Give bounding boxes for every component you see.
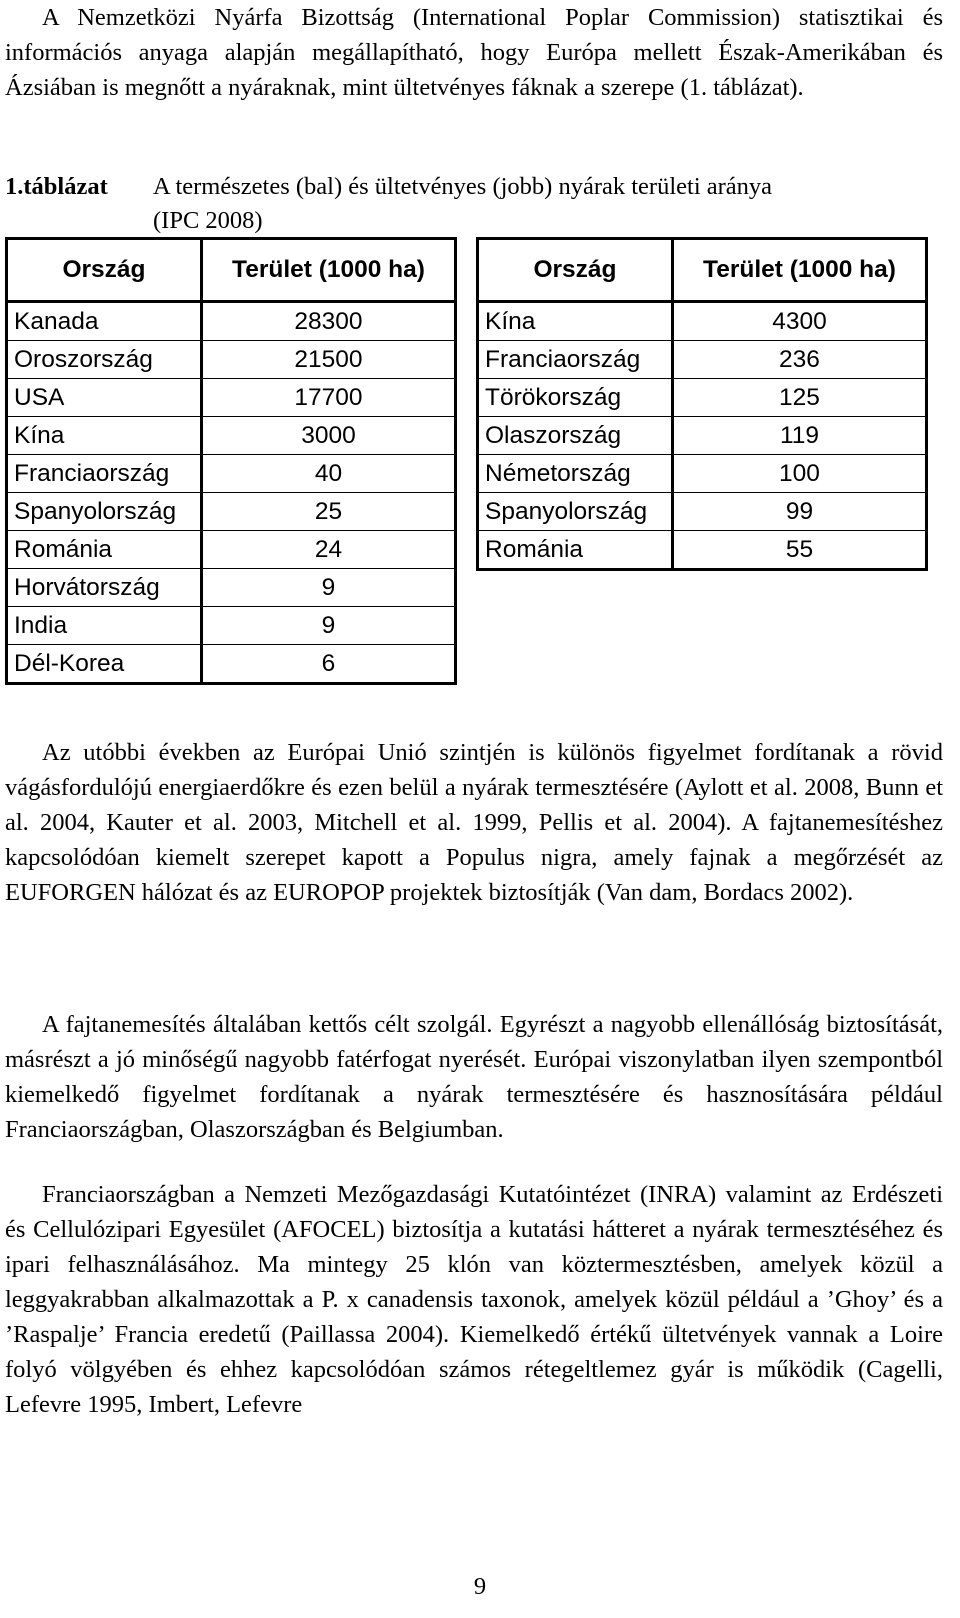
area-cell: 21500 [202,341,456,379]
country-cell: India [7,607,202,645]
paragraph-eu-energy-forests: Az utóbbi években az Európai Unió szintjén is különös figyelmet fordítanak a rövid vágásfordulójú energiaerdőkre és ezen belül a nyárak termesztésére (Aylott et al. 2008, Bunn et al. 2004, Kauter et al. 2003, Mitchell et al. 1999, Pellis et al. 2004). A fajtanemesítéshez kapcsolódóan kiemelt szerepet kapott a Populus nigra, amely fajnak a megőrzését az EUFORGEN hálózat és az EUROPOP projektek biztosítják (Van dam, Bordacs 2002). [5,739,943,906]
area-cell: 17700 [202,379,456,417]
table-row [7,341,456,379]
table-row [7,417,456,455]
table-row [478,531,927,570]
country-cell: Kína [7,417,202,455]
column-header-area: Terület (1000 ha) [202,239,456,302]
area-cell: 4300 [673,302,927,341]
table-row [478,493,927,531]
table-row [7,531,456,569]
table-row [478,455,927,493]
area-cell: 9 [202,569,456,607]
planted-poplar-table [476,237,928,571]
area-cell: 236 [673,341,927,379]
paragraph-france: Franciaországban a Nemzeti Mezőgazdasági Kutatóintézet (INRA) valamint az Erdészeti és Cellulózipari Egyesület (AFOCEL) biztosítja a kutatási hátteret a nyárak termesztéséhez és ipari felhasználásához. Ma mintegy 25 klón van köztermesztésben, amelyek közül a leggyakrabban alkalmazottak a P. x canadensis taxonok, amelyek közül például a ’Ghoy’ és a ’Raspalje’ Francia eredetű (Paillassa 2004). Kiemelkedő értékű ültetvények vannak a Loire folyó völgyében és ehhez kapcsolódóan számos rétegeltlemez gyár is működik (Cagelli, Lefevre 1995, Imbert, Lefevre [5,1181,943,1418]
natural-poplar-table [5,237,457,685]
area-cell: 24 [202,531,456,569]
country-cell: Spanyolország [478,493,673,531]
column-header-area: Terület (1000 ha) [673,239,927,302]
area-cell: 99 [673,493,927,531]
country-cell: USA [7,379,202,417]
area-cell: 100 [673,455,927,493]
country-cell: Horvátország [7,569,202,607]
column-header-country: Ország [478,239,673,302]
table-caption-number: 1.táblázat [5,173,108,200]
area-cell: 9 [202,607,456,645]
table-row [7,302,456,341]
area-cell: 125 [673,379,927,417]
table-row [478,302,927,341]
table-row [478,379,927,417]
country-cell: Románia [7,531,202,569]
table-row [7,607,456,645]
country-cell: Németország [478,455,673,493]
area-cell: 25 [202,493,456,531]
column-header-country: Ország [7,239,202,302]
area-cell: 40 [202,455,456,493]
page-number: 9 [473,1573,487,1600]
table-row [7,493,456,531]
intro-paragraph: A Nemzetközi Nyárfa Bizottság (International Poplar Commission) statisztikai és információs anyaga alapján megállapítható, hogy Európa mellett Észak-Amerikában és Ázsiában is megnőtt a nyáraknak, mint ültetvényes fáknak a szerepe (1. táblázat). [5,4,943,101]
area-cell: 6 [202,645,456,684]
country-cell: Oroszország [7,341,202,379]
area-cell: 55 [673,531,927,570]
area-cell: 3000 [202,417,456,455]
table-row [7,379,456,417]
table-caption-line1: A természetes (bal) és ültetvényes (jobb) nyárak területi aránya [153,173,773,200]
table-row [7,645,456,684]
country-cell: Törökország [478,379,673,417]
country-cell: Franciaország [478,341,673,379]
area-cell: 119 [673,417,927,455]
table-caption [5,170,943,238]
paragraph-breeding-goals: A fajtanemesítés általában kettős célt szolgál. Egyrészt a nagyobb ellenállóság biztosítását, másrészt a jó minőségű nagyobb fatérfogat nyerését. Európai viszonylatban ilyen szempontból kiemelkedő figyelmet fordítanak a nyárak termesztésére és hasznosítására például Franciaországban, Olaszországban és Belgiumban. [5,1011,943,1143]
table-caption-line2: (IPC 2008) [153,207,263,234]
table-row [7,569,456,607]
country-cell: Franciaország [7,455,202,493]
country-cell: Spanyolország [7,493,202,531]
country-cell: Kína [478,302,673,341]
table-row [7,455,456,493]
country-cell: Olaszország [478,417,673,455]
country-cell: Románia [478,531,673,570]
table-row [478,341,927,379]
table-row [478,417,927,455]
area-cell: 28300 [202,302,456,341]
country-cell: Dél-Korea [7,645,202,684]
country-cell: Kanada [7,302,202,341]
